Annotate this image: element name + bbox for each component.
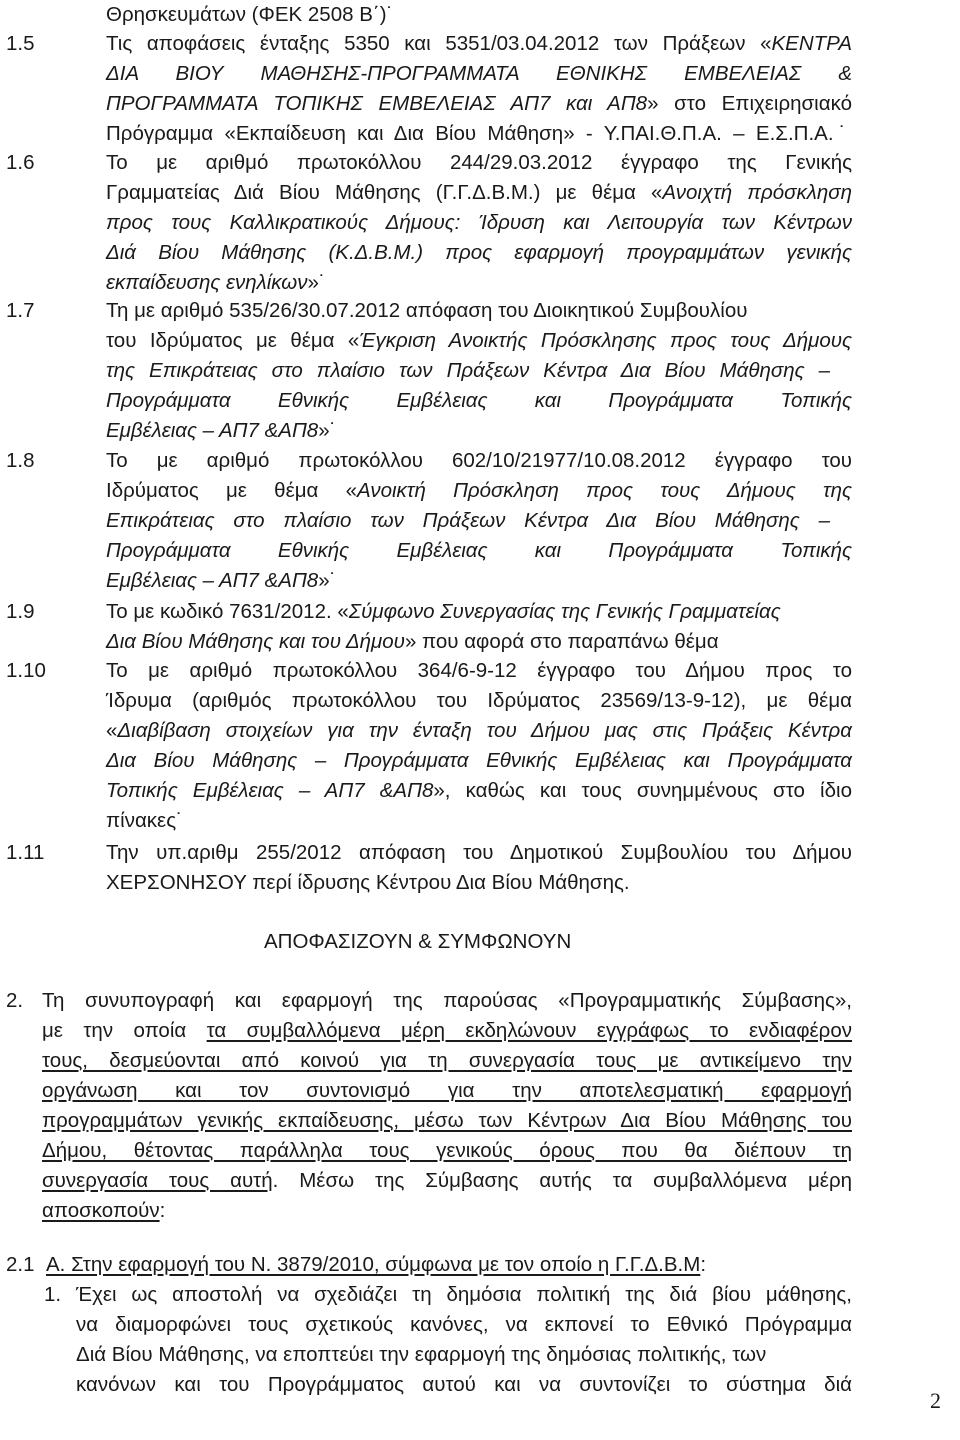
text-run: ΑΠΟΦΑΣΙΖΟΥΝ & ΣΥΜΦΩΝΟΥΝ <box>264 930 572 953</box>
item-number: 1.6 <box>6 151 35 174</box>
text-line <box>106 597 781 627</box>
text-run: . Μέσω της Σύμβασης αυτής τα συμβαλλόμενα μέρη <box>272 1169 853 1192</box>
italic-text: Ανοικτή Πρόσκληση προς τους Δήμους της <box>357 479 852 502</box>
item-number: 1.11 <box>6 841 45 864</box>
italic-text: ΚΕΝΤΡΑ <box>771 32 852 55</box>
text-line <box>42 1076 852 1106</box>
text-line <box>106 326 852 356</box>
text-line <box>106 268 326 298</box>
text-line <box>106 356 830 386</box>
text-line <box>106 59 852 89</box>
text-line <box>106 296 747 326</box>
text-line <box>42 986 852 1016</box>
italic-text: εκπαίδευσης ενηλίκων <box>106 271 308 294</box>
item-number: 1.8 <box>6 449 35 472</box>
italic-text: Δια Βίου Μάθησης – Προγράμματα Εθνικής Εμβέλειας και Προγράμματα <box>106 749 852 772</box>
item-number: 1. <box>44 1283 62 1306</box>
text-line <box>106 838 852 868</box>
text-run: »˙ <box>318 419 337 442</box>
italic-text: Δια Βίου Μάθησης και του Δήμου <box>106 630 405 653</box>
text-line <box>106 238 852 268</box>
text-line <box>42 1196 165 1226</box>
text-run: Το με κωδικό 7631/2012. « <box>106 600 349 623</box>
page-number: 2 <box>930 1388 941 1413</box>
text-line <box>264 927 571 957</box>
text-run: Ιδρύματος με θέμα « <box>106 479 358 502</box>
text-run: Τις αποφάσεις ένταξης 5350 και 5351/03.04.2012 των Πράξεων « <box>106 32 772 55</box>
italic-text: Εμβέλειας – ΑΠ7 &ΑΠ8 <box>106 419 319 442</box>
text-line <box>76 1280 852 1310</box>
italic-text: Προγράμματα Εθνικής Εμβέλειας και Προγράμματα Τοπικής <box>106 539 852 562</box>
text-line <box>106 148 852 178</box>
underlined-text: προγραμμάτων γενικής εκπαίδευσης, μέσω των Κέντρων Δια Βίου Μάθησης του <box>42 1109 852 1132</box>
text-line <box>106 746 852 776</box>
text-run: Γραμματείας Διά Βίου Μάθησης (Γ.Γ.Δ.Β.Μ.) με θέμα « <box>106 181 663 204</box>
italic-text: Εμβέλειας – ΑΠ7 &ΑΠ8 <box>106 569 319 592</box>
text-run: Πρόγραμμα «Εκπαίδευση και Δια Βίου Μάθηση» - Υ.ΠΑΙ.Θ.Π.Α. – Ε.Σ.Π.Α.˙ <box>106 122 846 145</box>
text-line <box>106 656 852 686</box>
italic-text: Τοπικής Εμβέλειας – ΑΠ7 &ΑΠ8 <box>106 779 434 802</box>
text-line <box>106 119 846 149</box>
text-line <box>106 0 393 30</box>
italic-text: ΠΡΟΓΡΑΜΜΑΤΑ ΤΟΠΙΚΗΣ ΕΜΒΕΛΕΙΑΣ ΑΠ7 και ΑΠ8 <box>106 92 648 115</box>
italic-text: Έγκριση Ανοικτής Πρόσκλησης προς τους Δήμους <box>359 329 852 352</box>
text-line <box>76 1370 852 1400</box>
text-run: Την υπ.αριθμ 255/2012 απόφαση του Δημοτικού Συμβουλίου του Δήμου <box>106 841 852 864</box>
text-line <box>106 536 852 566</box>
text-line <box>42 1046 852 1076</box>
text-line <box>42 1016 852 1046</box>
underlined-text: Α. Στην εφαρμογή του Ν. 3879/2010, σύμφωνα με τον οποίο η Γ.Γ.Δ.Β.Μ <box>46 1253 701 1276</box>
text-line <box>106 776 852 806</box>
item-number: 1.10 <box>6 659 46 682</box>
italic-text: προς τους Καλλικρατικούς Δήμους: Ίδρυση και Λειτουργία των Κέντρων <box>106 211 852 234</box>
underlined-text: τα συμβαλλόμενα μέρη εκδηλώνουν εγγράφως το ενδιαφέρον <box>206 1019 852 1042</box>
italic-text: Διαβίβαση στοιχείων για την ένταξη του Δήμου μας στις Πράξεις Κέντρα <box>117 719 852 742</box>
text-line <box>76 1340 766 1370</box>
text-line <box>106 506 830 536</box>
text-run: Το με αριθμό πρωτοκόλλου 244/29.03.2012 έγγραφο της Γενικής <box>106 151 852 174</box>
item-number: 2. <box>6 989 24 1012</box>
text-run: ΧΕΡΣΟΝΗΣΟΥ περί ίδρυσης Κέντρου Δια Βίου Μάθησης. <box>106 871 630 894</box>
text-line <box>106 716 852 746</box>
text-line <box>106 446 852 476</box>
italic-text: Ανοιχτή πρόσκληση <box>662 181 852 204</box>
underlined-text: αποσκοπούν <box>42 1199 160 1222</box>
text-run: να διαμορφώνει τους σχετικούς κανόνες, να εκπονεί το Εθνικό Πρόγραμμα <box>76 1313 852 1336</box>
italic-text: Διά Βίου Μάθησης (Κ.Δ.Β.Μ.) προς εφαρμογή προγραμμάτων γενικής <box>106 241 852 264</box>
text-run: Τη συνυπογραφή και εφαρμογή της παρούσας «Προγραμματικής Σύμβασης», <box>42 989 852 1012</box>
text-line <box>106 386 852 416</box>
text-run: » στο Επιχειρησιακό <box>647 92 852 115</box>
text-run: με την οποία <box>42 1019 207 1042</box>
text-line <box>106 476 852 506</box>
text-line <box>42 1106 852 1136</box>
text-line <box>76 1310 852 1340</box>
item-number: 1.7 <box>6 299 35 322</box>
text-line <box>106 29 852 59</box>
text-run: πίνακες˙ <box>106 809 183 832</box>
underlined-text: οργάνωση και τον συντονισμό για την αποτελεσματική εφαρμογή <box>42 1079 852 1102</box>
text-run: « <box>106 719 118 742</box>
text-line <box>106 566 336 596</box>
text-line <box>42 1136 852 1166</box>
text-line <box>106 868 630 898</box>
text-run: Τη με αριθμό 535/26/30.07.2012 απόφαση του Διοικητικού Συμβουλίου <box>106 299 748 322</box>
item-number: 1.9 <box>6 600 35 623</box>
underlined-text: τους, δεσμεύονται από κοινού για τη συνεργασία τους με αντικείμενο την <box>42 1049 852 1072</box>
text-run: Έχει ως αποστολή να σχεδιάζει τη δημόσια πολιτική της διά βίου μάθησης, <box>76 1283 852 1306</box>
text-run: Το με αριθμό πρωτοκόλλου 364/6-9-12 έγγραφο του Δήμου προς το <box>106 659 852 682</box>
text-run: »˙ <box>307 271 326 294</box>
italic-text: Επικράτειας στο πλαίσιο των Πράξεων Κέντρα Δια Βίου Μάθησης – <box>106 509 830 532</box>
item-number: 2.1 <box>6 1253 35 1276</box>
text-line <box>106 89 852 119</box>
text-run: Διά Βίου Μάθησης, να εποπτεύει την εφαρμογή της δημόσιας πολιτικής, των <box>76 1343 767 1366</box>
text-run: » που αφορά στο παραπάνω θέμα <box>404 630 719 653</box>
text-line <box>46 1250 706 1280</box>
underlined-text: συνεργασία τους αυτή <box>42 1169 273 1192</box>
italic-text: Προγράμματα Εθνικής Εμβέλειας και Προγράμματα Τοπικής <box>106 389 852 412</box>
text-run: Ίδρυμα (αριθμός πρωτοκόλλου του Ιδρύματος 23569/13-9-12), με θέμα <box>106 689 852 712</box>
text-line <box>106 686 852 716</box>
italic-text: ΔΙΑ ΒΙΟΥ ΜΑΘΗΣΗΣ-ΠΡΟΓΡΑΜΜΑΤΑ ΕΘΝΙΚΗΣ ΕΜΒΕΛΕΙΑΣ & <box>106 62 852 85</box>
text-run: : <box>700 1253 707 1276</box>
text-line <box>106 208 852 238</box>
text-run: », καθώς και τους συνημμένους στο ίδιο <box>433 779 852 802</box>
text-run: »˙ <box>318 569 337 592</box>
italic-text: της Επικράτειας στο πλαίσιο των Πράξεων Κέντρα Δια Βίου Μάθησης – <box>106 359 830 382</box>
text-run: : <box>159 1199 166 1222</box>
underlined-text: Δήμου, θέτοντας παράλληλα τους γενικούς όρους που θα διέπουν τη <box>42 1139 852 1162</box>
text-run: Το με αριθμό πρωτοκόλλου 602/10/21977/10.08.2012 έγγραφο του <box>106 449 852 472</box>
text-line <box>106 416 336 446</box>
text-line <box>106 178 852 208</box>
text-line <box>106 627 719 657</box>
text-run: κανόνων και του Προγράμματος αυτού και να συντονίζει το σύστημα διά <box>76 1373 852 1396</box>
text-line <box>42 1166 852 1196</box>
text-line <box>106 806 183 836</box>
italic-text: Σύμφωνο Συνεργασίας της Γενικής Γραμματείας <box>348 600 781 623</box>
text-run: Θρησκευμάτων (ΦΕΚ 2508 Β΄)˙ <box>106 3 394 26</box>
item-number: 1.5 <box>6 32 35 55</box>
text-run: του Ιδρύματος με θέμα « <box>106 329 360 352</box>
